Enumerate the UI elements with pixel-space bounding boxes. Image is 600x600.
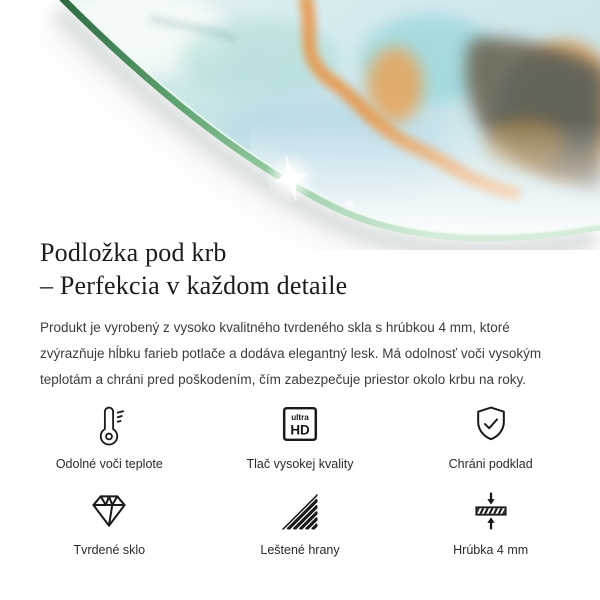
feature-label: Odolné voči teplote bbox=[55, 457, 163, 471]
ultra-hd-icon bbox=[277, 403, 323, 447]
feature-label: Tlač vysokej kvality bbox=[246, 457, 354, 471]
features-grid bbox=[14, 403, 586, 557]
shield-check-icon bbox=[469, 403, 513, 447]
thermometer-icon bbox=[87, 403, 131, 447]
feature-thickness bbox=[395, 489, 586, 557]
hero-artwork-svg bbox=[0, 0, 600, 250]
feature-protects-floor bbox=[395, 403, 586, 471]
feature-print-quality bbox=[205, 403, 396, 471]
feature-label: Chráni podklad bbox=[448, 457, 533, 471]
thickness-icon bbox=[469, 489, 513, 533]
diamond-icon bbox=[87, 489, 131, 533]
feature-heat-resistant bbox=[14, 403, 205, 471]
svg-text:ultra: ultra bbox=[291, 413, 309, 423]
svg-text:HD: HD bbox=[290, 422, 310, 438]
feature-tempered-glass bbox=[14, 489, 205, 557]
product-photo bbox=[0, 0, 600, 250]
polished-edges-icon bbox=[279, 489, 321, 533]
feature-polished-edges bbox=[205, 489, 396, 557]
feature-label: Tvrdené sklo bbox=[73, 543, 146, 557]
title-line-1: Podložka pod krb bbox=[40, 238, 227, 267]
title-line-2: – Perfekcia v každom detaile bbox=[40, 271, 348, 300]
product-description: Produkt je vyrobený z vysoko kvalitného tvrdeného skla s hrúbkou 4 mm, ktoré zvýrazňuje hĺbku farieb potlače a dodáva elegantný lesk. Má odolnosť voči vysokým teplotám a chráni pred poškodením, čím zabezpečuje priestor okolo krbu na roky. bbox=[40, 320, 542, 387]
feature-label: Hrúbka 4 mm bbox=[453, 543, 529, 557]
feature-label: Leštené hrany bbox=[260, 543, 340, 557]
